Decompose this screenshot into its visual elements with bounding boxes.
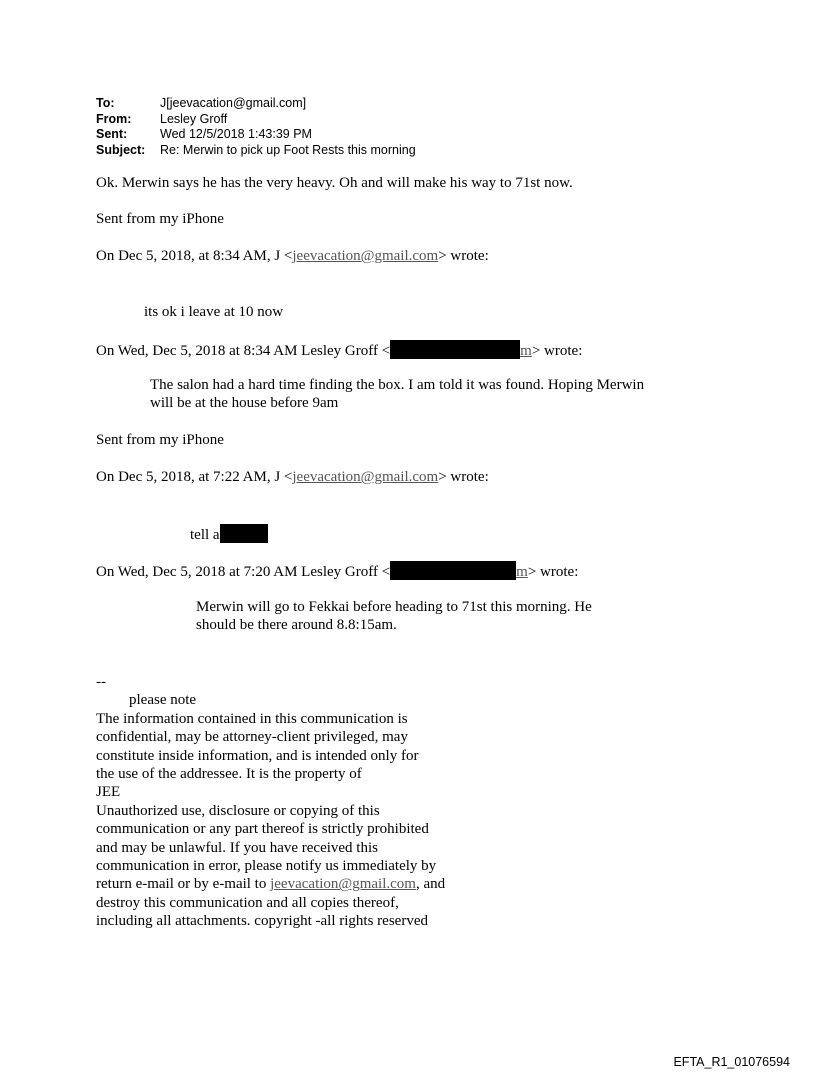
to-row (96, 96, 416, 112)
quote-attribution (96, 340, 582, 360)
attribution-prefix: On Wed, Dec 5, 2018 at 8:34 AM Lesley Groff < (96, 343, 391, 359)
signature-sent-from: Sent from my iPhone (96, 432, 224, 448)
disclaimer-line: communication in error, please notify us immediately by (96, 858, 437, 875)
disclaimer-line: confidential, may be attorney-client privileged, may (96, 729, 408, 746)
reply-text: Ok. Merwin says he has the very heavy. Oh and will make his way to 71st now. (96, 175, 573, 191)
to-label: To: (96, 96, 115, 110)
from-value: Lesley Groff (160, 111, 228, 126)
email-link[interactable]: m (516, 564, 528, 580)
email-link[interactable]: jeevacation@gmail.com (292, 469, 439, 485)
disclaimer-line: destroy this communication and all copies thereof, (96, 894, 399, 911)
quoted-message-line: will be at the house before 9am (150, 395, 339, 411)
attribution-prefix: On Wed, Dec 5, 2018 at 7:20 AM Lesley Groff < (96, 564, 391, 580)
attribution-suffix: > wrote: (527, 564, 579, 580)
disclaimer-line: communication or any part thereof is strictly prohibited (96, 821, 429, 838)
quoted-message (190, 524, 268, 544)
redaction-block (390, 340, 520, 359)
disclaimer-line (96, 875, 445, 893)
quote-attribution (96, 561, 578, 581)
signature-sent-from: Sent from my iPhone (96, 211, 224, 227)
attribution-prefix: On Dec 5, 2018, at 7:22 AM, J < (96, 469, 293, 485)
disclaimer-line: Unauthorized use, disclosure or copying of this (96, 802, 380, 819)
email-link[interactable]: jeevacation@gmail.com (270, 876, 416, 893)
disclaimer-line: and may be unlawful. If you have received this (96, 839, 378, 856)
disclaimer-line: including all attachments. copyright -all rights reserved (96, 913, 428, 930)
to-value: J[jeevacation@gmail.com] (160, 96, 307, 110)
quoted-message-line: Merwin will go to Fekkai before heading to 71st this morning. He (196, 599, 592, 615)
disclaimer-text: return e-mail or by e-mail to (96, 876, 271, 893)
sent-value: Wed 12/5/2018 1:43:39 PM (160, 127, 312, 141)
subject-value: Re: Merwin to pick up Foot Rests this morning (160, 142, 416, 157)
disclaimer-line: JEE (96, 784, 121, 801)
sent-row (96, 127, 416, 143)
email-header (96, 96, 416, 158)
document-id: EFTA_R1_01076594 (673, 1055, 790, 1069)
quote-attribution (96, 247, 489, 265)
attribution-suffix: > wrote: (438, 248, 489, 264)
subject-row (96, 143, 416, 159)
quoted-message-text: tell a (190, 527, 220, 543)
from-label: From: (96, 111, 132, 126)
quote-attribution (96, 468, 489, 486)
disclaimer-line: constitute inside information, and is intended only for (96, 747, 419, 764)
email-link[interactable]: m (520, 343, 532, 359)
disclaimer-heading: please note (129, 692, 197, 709)
redaction-block (220, 524, 268, 543)
quoted-message: its ok i leave at 10 now (144, 304, 284, 320)
sent-label: Sent: (96, 127, 128, 141)
disclaimer (96, 673, 445, 931)
email-link[interactable]: jeevacation@gmail.com (292, 248, 439, 264)
attribution-prefix: On Dec 5, 2018, at 8:34 AM, J < (96, 248, 293, 264)
attribution-suffix: > wrote: (531, 343, 583, 359)
disclaimer-line: the use of the addressee. It is the property of (96, 766, 362, 783)
quoted-message-line: The salon had a hard time finding the box. I am told it was found. Hoping Merwin (150, 377, 645, 393)
disclaimer-text: , and (415, 876, 446, 893)
disclaimer-line: The information contained in this communication is (96, 710, 408, 727)
attribution-suffix: > wrote: (438, 469, 489, 485)
redaction-block (390, 561, 516, 580)
signature-separator: -- (96, 674, 106, 690)
from-row (96, 112, 416, 128)
subject-label: Subject: (96, 142, 146, 157)
quoted-message-line: should be there around 8.8:15am. (196, 617, 397, 633)
